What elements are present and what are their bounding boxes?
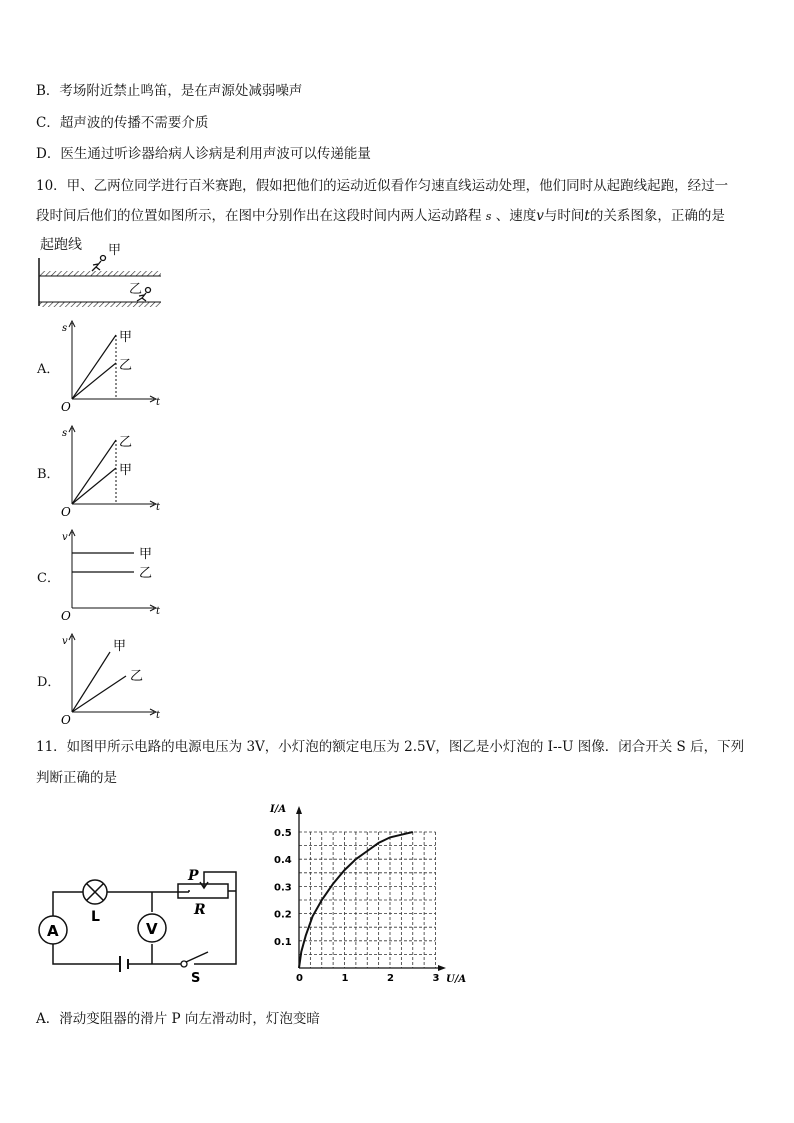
- iu-chart: [262, 800, 478, 988]
- x-axis-title: U/A: [446, 974, 467, 985]
- runner-jia-icon: [92, 256, 106, 272]
- origin-label: O: [61, 505, 71, 517]
- resistor-label: R: [194, 902, 206, 918]
- slider-label: P: [188, 868, 199, 884]
- origin-label: O: [61, 400, 71, 412]
- line-jia: [72, 468, 116, 504]
- line-jia: [72, 335, 116, 399]
- line-yi: [72, 676, 126, 712]
- y-axis-arrow-icon: [296, 806, 302, 814]
- switch-label: S: [191, 971, 201, 985]
- q10-text-d: 的关系图象，正确的是: [589, 208, 725, 224]
- upper-line-label: 甲: [139, 547, 153, 562]
- x-tick-label: 3: [432, 973, 440, 984]
- option-d-label[interactable]: D．: [37, 675, 61, 690]
- q9-option-d: D．医生通过听诊器给病人诊病是利用声波可以传递能量: [36, 146, 371, 162]
- option-c-graph: [58, 526, 168, 621]
- runner-yi-label: 乙: [129, 282, 143, 297]
- track-lane-divider-top: [39, 271, 161, 276]
- x-tick-label: 2: [387, 973, 394, 984]
- y-axis-label: v: [62, 636, 68, 647]
- upper-line-label: 甲: [113, 639, 127, 654]
- y-axis-label: s: [62, 428, 68, 439]
- option-b-graph: [58, 422, 168, 517]
- track-lane-divider-bottom: [39, 302, 161, 307]
- q10-stem-line2: [36, 207, 725, 226]
- line-jia: [72, 652, 110, 712]
- lower-line-label: 乙: [139, 566, 153, 581]
- wire-left-top: [53, 892, 84, 916]
- circuit-diagram: [36, 860, 246, 985]
- upper-line-label: 甲: [119, 330, 133, 345]
- x-axis-label: t: [156, 606, 161, 617]
- option-a-graph: [58, 317, 168, 412]
- runner-jia-label: 甲: [108, 243, 122, 258]
- line-yi: [72, 440, 116, 504]
- y-axis-title: I/A: [270, 804, 287, 815]
- q9-option-c: C．超声波的传播不需要介质: [36, 115, 209, 131]
- q10-symbol-v: v: [536, 208, 544, 224]
- battery-icon: [120, 956, 128, 972]
- start-line-label: 起跑线: [40, 237, 82, 253]
- origin-label: O: [61, 713, 71, 725]
- x-axis-label: t: [156, 710, 161, 721]
- q10-text-b: 、速度: [495, 208, 537, 224]
- race-track-figure: [36, 234, 166, 314]
- q11-stem-line2: 判断正确的是: [36, 770, 117, 786]
- ammeter-label: A: [47, 922, 59, 940]
- q10-stem-line1: 10．甲、乙两位同学进行百米赛跑，假如把他们的运动近似看作匀速直线运动处理，他们同时从起跑线起跑，经过一: [36, 178, 729, 194]
- lamp-label: L: [91, 909, 100, 925]
- lower-line-label: 乙: [130, 669, 144, 684]
- option-b-label[interactable]: B．: [37, 467, 60, 482]
- switch-lever-icon: [186, 952, 208, 962]
- lower-line-label: 甲: [119, 463, 133, 478]
- option-a-label[interactable]: A．: [37, 362, 60, 377]
- y-tick-label: 0.1: [274, 936, 292, 948]
- q10-text-c: 与时间: [543, 208, 585, 224]
- wire-right: [194, 872, 236, 964]
- voltmeter-label: V: [146, 920, 158, 938]
- upper-line-label: 乙: [119, 435, 133, 450]
- option-c-label[interactable]: C．: [37, 571, 60, 586]
- wire-left-bottom: [53, 944, 120, 964]
- q10-text-a: 段时间后他们的位置如图所示，在图中分别作出在这段时间内两人运动路程: [36, 208, 482, 224]
- line-yi: [72, 363, 116, 399]
- q11-stem-line1: 11．如图甲所示电路的电源电压为 3V，小灯泡的额定电压为 2.5V，图乙是小灯泡的 I--U 图像．闭合开关 S 后，下列: [36, 739, 745, 755]
- x-tick-label: 1: [341, 973, 349, 984]
- y-tick-label: 0.2: [274, 909, 292, 921]
- chart-grid: [299, 832, 436, 968]
- origin-label: O: [61, 609, 71, 621]
- q11-option-a: A．滑动变阻器的滑片 P 向左滑动时，灯泡变暗: [36, 1011, 320, 1027]
- x-axis-arrow-icon: [438, 965, 446, 971]
- y-axis-label: s: [62, 323, 68, 334]
- y-tick-label: 0.5: [274, 828, 292, 839]
- q9-option-b: B．考场附近禁止鸣笛，是在声源处减弱噪声: [36, 83, 303, 99]
- y-axis-label: v: [62, 532, 68, 543]
- x-tick-label: 0: [296, 973, 303, 984]
- lower-line-label: 乙: [119, 358, 133, 373]
- q10-symbol-s: s: [485, 210, 492, 223]
- y-tick-label: 0.4: [274, 855, 292, 867]
- y-tick-label: 0.3: [274, 882, 292, 894]
- x-axis-label: t: [156, 397, 161, 408]
- q10-symbol-t: t: [584, 208, 590, 224]
- slider-arrow-icon: [200, 882, 208, 888]
- x-axis-label: t: [156, 502, 161, 513]
- option-d-graph: [58, 630, 168, 725]
